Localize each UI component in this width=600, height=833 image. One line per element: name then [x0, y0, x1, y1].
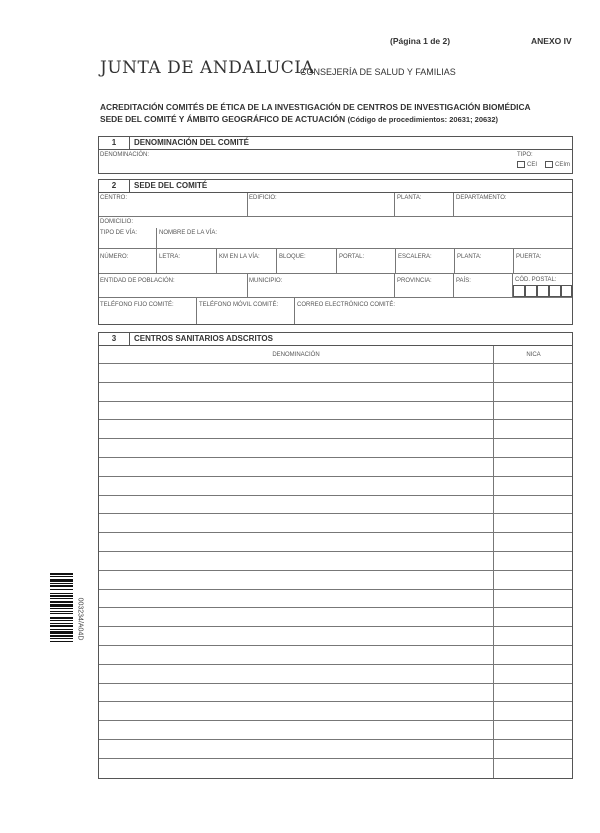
annex-label: ANEXO IV: [531, 36, 572, 46]
planta2-field[interactable]: [455, 249, 513, 273]
postal-code-cell-3[interactable]: [537, 285, 549, 297]
km-via-field[interactable]: [217, 249, 276, 273]
denominacion-cell[interactable]: [99, 438, 493, 457]
edificio-field[interactable]: [248, 193, 394, 216]
tel-movil-label: TELÉFONO MÓVIL COMITÉ:: [199, 302, 279, 308]
section-1-number: 1: [99, 137, 130, 149]
nica-cell[interactable]: [494, 758, 573, 777]
barcode-bar: [50, 585, 73, 587]
denominacion-cell[interactable]: [99, 401, 493, 420]
section-1-title: DENOMINACIÓN DEL COMITÉ: [134, 138, 249, 147]
title-line-2: [100, 113, 574, 126]
organization-logo-text: JUNTA DE ANDALUCIA: [100, 58, 315, 78]
barcode-bar: [50, 583, 73, 584]
barcode-image: [50, 573, 73, 665]
department-name: CONSEJERÍA DE SALUD Y FAMILIAS: [300, 67, 456, 77]
letra-label: LETRA:: [159, 254, 181, 260]
denominacion-cell[interactable]: [99, 532, 493, 551]
cei-checkbox[interactable]: [517, 161, 525, 168]
denominacion-cell[interactable]: [99, 589, 493, 608]
ceim-checkbox[interactable]: [545, 161, 553, 168]
denominacion-cell[interactable]: [99, 626, 493, 645]
section-1-header: [99, 137, 572, 150]
section-3-number: 3: [99, 333, 130, 345]
nica-cell[interactable]: [494, 495, 573, 514]
col-header-nica: NICA: [526, 352, 541, 358]
puerta-label: PUERTA:: [516, 254, 542, 260]
barcode-bar: [50, 601, 73, 603]
planta-field[interactable]: [395, 193, 453, 216]
nica-cell[interactable]: [494, 363, 573, 382]
barcode-bar: [50, 638, 73, 639]
nica-cell[interactable]: [494, 589, 573, 608]
nica-cell[interactable]: [494, 551, 573, 570]
provincia-field[interactable]: [395, 274, 453, 297]
barcode-bar: [50, 576, 73, 577]
col-header-denominacion: DENOMINACIÓN: [272, 352, 320, 358]
denominacion-cell[interactable]: [99, 382, 493, 401]
pais-label: PAÍS:: [456, 278, 471, 284]
nica-cell[interactable]: [494, 570, 573, 589]
denominacion-cell[interactable]: [99, 607, 493, 626]
postal-code-cell-2[interactable]: [525, 285, 537, 297]
escalera-field[interactable]: [396, 249, 454, 273]
page-indicator: [390, 36, 450, 46]
tel-movil-field[interactable]: [197, 298, 294, 324]
barcode-bar: [50, 629, 73, 630]
pais-field[interactable]: [454, 274, 512, 297]
denominacion-cell[interactable]: [99, 683, 493, 702]
denominacion-cell[interactable]: [99, 513, 493, 532]
tipo-via-label: TIPO DE VÍA:: [100, 230, 138, 236]
barcode-bar: [50, 608, 73, 609]
barcode-bar: [50, 595, 73, 597]
centro-label: CENTRO:: [100, 195, 127, 201]
nica-cell[interactable]: [494, 457, 573, 476]
nica-cell[interactable]: [494, 513, 573, 532]
barcode-bar: [50, 635, 73, 637]
barcode-bar: [50, 641, 73, 642]
entidad-field[interactable]: [99, 274, 247, 297]
barcode-bar: [50, 589, 73, 590]
denominacion-cell[interactable]: [99, 664, 493, 683]
tel-fijo-label: TELÉFONO FIJO COMITÉ:: [100, 302, 174, 308]
denominacion-cell[interactable]: [99, 363, 493, 382]
cod-postal-label: CÓD. POSTAL:: [515, 277, 557, 283]
page-total: 2): [442, 36, 451, 46]
nombre-via-field[interactable]: [157, 228, 572, 248]
municipio-field[interactable]: [248, 274, 394, 297]
denominacion-cell[interactable]: [99, 758, 493, 777]
denominacion-cell[interactable]: [99, 701, 493, 720]
title-line-2-text: SEDE DEL COMITÉ Y ÁMBITO GEOGRÁFICO DE ACTUACIÓN: [100, 114, 346, 124]
portal-label: PORTAL:: [339, 254, 365, 260]
section-3-title: CENTROS SANITARIOS ADSCRITOS: [134, 334, 273, 343]
denominacion-cell[interactable]: [99, 457, 493, 476]
nica-cell[interactable]: [494, 419, 573, 438]
barcode-bar: [50, 623, 73, 624]
entidad-label: ENTIDAD DE POBLACIÓN:: [100, 278, 175, 284]
barcode-number: 003234/A04D: [76, 597, 84, 641]
section-1-committee-name: [98, 136, 573, 174]
bloque-label: BLOQUE:: [279, 254, 306, 260]
numero-label: NÚMERO:: [100, 254, 129, 260]
nombre-via-label: NOMBRE DE LA VÍA:: [159, 230, 218, 236]
nica-cell[interactable]: [494, 382, 573, 401]
departamento-field[interactable]: [454, 193, 572, 216]
nica-cell[interactable]: [494, 701, 573, 720]
nica-cell[interactable]: [494, 645, 573, 664]
nica-cell[interactable]: [494, 476, 573, 495]
domicilio-label: DOMICILIO:: [100, 219, 134, 225]
title-line-1: ACREDITACIÓN COMITÉS DE ÉTICA DE LA INVESTIGACIÓN DE CENTROS DE INVESTIGACIÓN BIOMÉDICA: [100, 102, 531, 112]
barcode-bar: [50, 598, 73, 599]
km-via-label: KM EN LA VÍA:: [219, 254, 260, 260]
page-of: de: [430, 36, 441, 46]
escalera-label: ESCALERA:: [398, 254, 432, 260]
planta2-label: PLANTA:: [457, 254, 482, 260]
cei-label: CEI: [527, 162, 538, 168]
page-prefix: (Página: [390, 36, 421, 46]
section-2-number: 2: [99, 180, 130, 192]
letra-field[interactable]: [157, 249, 215, 273]
puerta-field[interactable]: [514, 249, 572, 273]
row-divider: [99, 216, 572, 217]
denominacion-cell[interactable]: [99, 551, 493, 570]
edificio-label: EDIFICIO:: [249, 195, 277, 201]
nica-cell[interactable]: [494, 739, 573, 758]
municipio-label: MUNICIPIO:: [249, 278, 283, 284]
tipo-via-field[interactable]: [99, 228, 156, 248]
section-2-title: SEDE DEL COMITÉ: [134, 181, 208, 190]
barcode-bar: [50, 604, 73, 607]
barcode-bar: [50, 593, 73, 594]
document-title: [100, 101, 574, 126]
procedure-code: (Código de procedimientos: 20631; 20632): [347, 115, 499, 124]
nica-cell[interactable]: [494, 626, 573, 645]
denominacion-cell[interactable]: [99, 645, 493, 664]
bloque-field[interactable]: [277, 249, 336, 273]
denominacion-cell[interactable]: [99, 476, 493, 495]
numero-field[interactable]: [99, 249, 156, 273]
nica-cell[interactable]: [494, 607, 573, 626]
denominacion-cell[interactable]: [99, 739, 493, 758]
denominacion-cell[interactable]: [99, 419, 493, 438]
denominacion-field[interactable]: [100, 150, 512, 172]
denominacion-cell[interactable]: [99, 570, 493, 589]
barcode-bar: [50, 611, 73, 612]
tel-fijo-field[interactable]: [99, 298, 196, 324]
barcode-bar: [50, 573, 73, 575]
barcode-bar: [50, 613, 73, 614]
centro-field[interactable]: [99, 193, 247, 216]
email-field[interactable]: [295, 298, 572, 324]
postal-code-cell-5[interactable]: [561, 285, 572, 297]
tipo-label: TIPO:: [517, 152, 533, 158]
section-3-assigned-centers: [98, 332, 573, 779]
postal-code-cell-1[interactable]: [513, 285, 525, 297]
provincia-label: PROVINCIA:: [397, 278, 432, 284]
postal-code-cell-4[interactable]: [549, 285, 561, 297]
section-2-header: [99, 180, 572, 193]
nica-cell[interactable]: [494, 401, 573, 420]
barcode-bar: [50, 631, 73, 634]
page-number: 1: [423, 36, 428, 46]
nica-cell[interactable]: [494, 664, 573, 683]
barcode-bar: [50, 620, 73, 621]
nica-cell[interactable]: [494, 438, 573, 457]
denominacion-cell[interactable]: [99, 720, 493, 739]
portal-field[interactable]: [337, 249, 395, 273]
nica-cell[interactable]: [494, 720, 573, 739]
planta-label: PLANTA:: [397, 195, 422, 201]
denominacion-label: DENOMINACIÓN:: [100, 152, 150, 158]
section-3-header: [99, 333, 572, 346]
email-label: CORREO ELECTRÓNICO COMITÉ:: [297, 302, 396, 308]
ceim-label: CEIm: [555, 162, 570, 168]
barcode-bar: [50, 617, 73, 619]
barcode-bar: [50, 625, 73, 627]
barcode-bar: [50, 579, 73, 582]
departamento-label: DEPARTAMENTO:: [456, 195, 507, 201]
section-2-committee-site: [98, 179, 573, 325]
denominacion-cell[interactable]: [99, 495, 493, 514]
nica-cell[interactable]: [494, 683, 573, 702]
nica-cell[interactable]: [494, 532, 573, 551]
